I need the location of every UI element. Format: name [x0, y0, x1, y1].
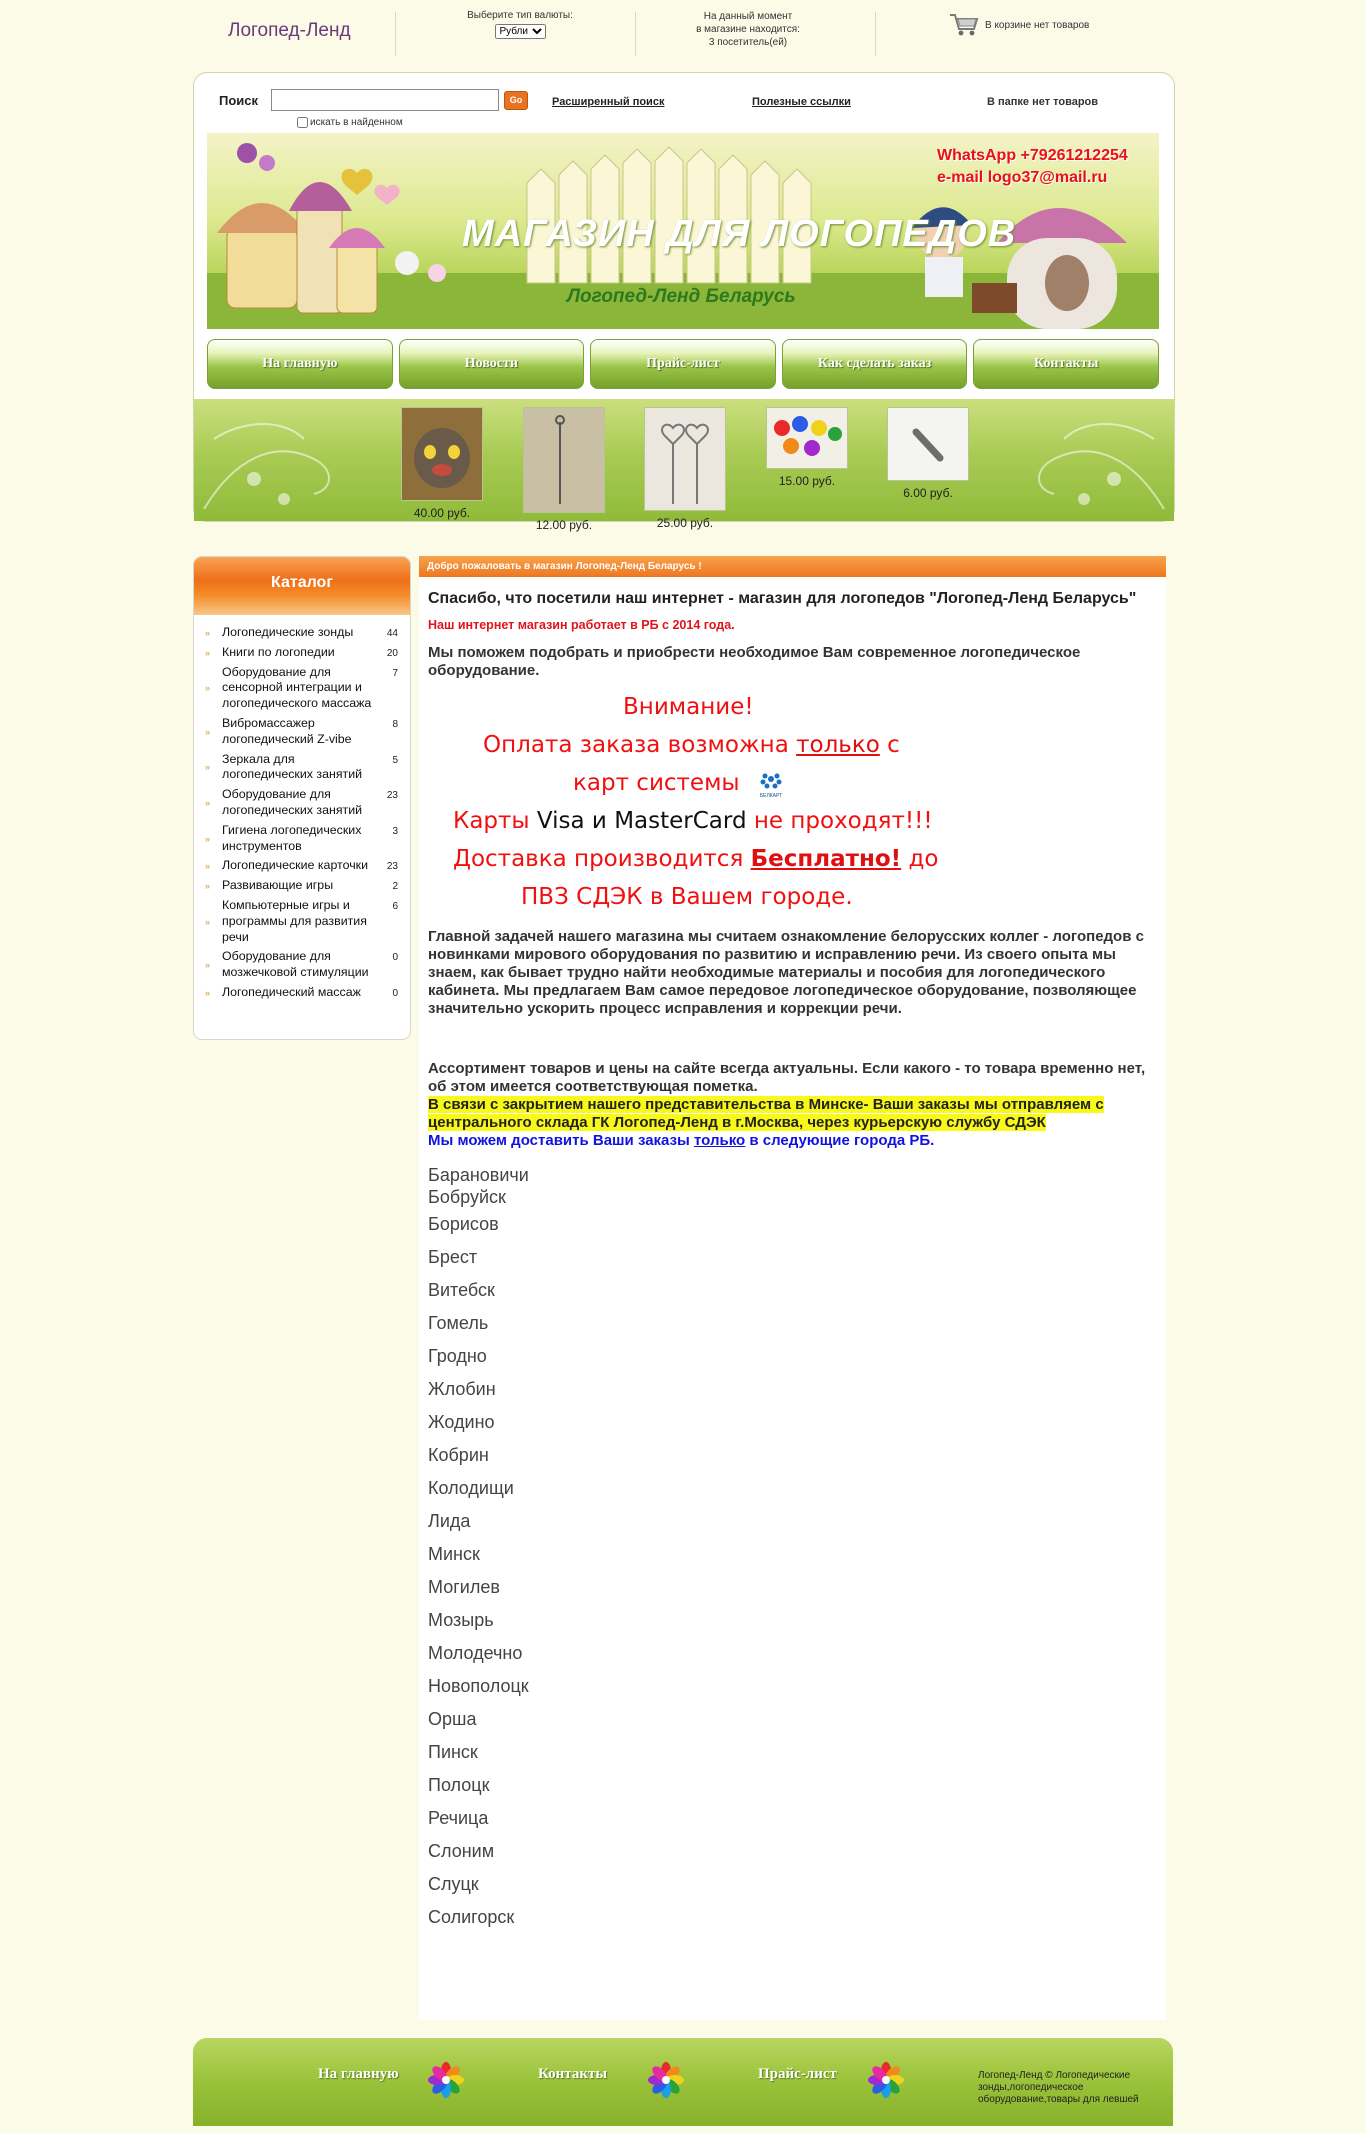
city-list	[428, 1164, 1157, 1934]
notice-emphasis: Бесплатно!	[750, 846, 902, 872]
welcome-bar: Добро пожаловать в магазин Логопед-Ленд Беларусь !	[419, 556, 1166, 577]
belkart-logo-icon	[755, 769, 787, 799]
currency-select[interactable]	[495, 24, 546, 39]
double-chevron-icon: »	[205, 916, 211, 927]
city-item: Лида	[428, 1511, 471, 1531]
catalog-item-label[interactable]: Оборудование для сенсорной интеграции и логопедического массажа	[222, 664, 372, 711]
help-text: Мы поможем подобрать и приобрести необходимое Вам современное логопедическое оборудование.	[428, 644, 1081, 679]
city-item: Слуцк	[428, 1874, 479, 1894]
product-card[interactable]	[519, 407, 609, 532]
advanced-search-link[interactable]: Расширенный поиск	[552, 96, 665, 108]
nav-how-to-order[interactable]: Как сделать заказ	[782, 339, 968, 389]
search-in-found-checkbox[interactable]	[297, 117, 308, 128]
catalog-item-label[interactable]: Книги по логопедии	[222, 644, 335, 659]
search-in-found-label: искать в найденном	[310, 117, 403, 128]
search-input[interactable]	[271, 89, 499, 111]
delivery-emphasis: только	[694, 1132, 746, 1149]
currency-label: Выберите тип валюты:	[467, 10, 573, 21]
product-card[interactable]	[883, 407, 973, 500]
double-chevron-icon: »	[205, 762, 211, 773]
double-chevron-icon: »	[205, 647, 211, 658]
product-card[interactable]	[762, 407, 852, 488]
toy-dog-image[interactable]	[401, 407, 483, 501]
product-card[interactable]	[397, 407, 487, 520]
catalog-item[interactable]	[194, 714, 410, 750]
folder-status: В папке нет товаров	[987, 96, 1099, 108]
divider	[875, 12, 876, 56]
city-item: Солигорск	[428, 1907, 515, 1927]
heart-probes-image[interactable]	[644, 407, 726, 511]
double-chevron-icon: »	[205, 833, 211, 844]
notice-text: Visa	[536, 808, 585, 834]
city-item: Кобрин	[428, 1445, 489, 1465]
catalog-item-count: 20	[386, 647, 398, 659]
catalog-item[interactable]	[194, 947, 410, 983]
catalog-item-label[interactable]: Зеркала для логопедических занятий	[222, 751, 363, 782]
cart-summary[interactable]	[949, 12, 1089, 38]
catalog-sidebar	[193, 556, 411, 1040]
nav-home[interactable]: На главную	[207, 339, 393, 389]
flower-icon	[426, 2060, 466, 2100]
notice-text: и	[584, 808, 615, 834]
catalog-item-count: 2	[392, 881, 398, 893]
notice-text: с	[879, 732, 900, 758]
catalog-item-label[interactable]: Компьютерные игры и программы для развития речи	[222, 897, 367, 944]
catalog-item-label[interactable]: Оборудование для логопедических занятий	[222, 787, 363, 817]
search-label: Поиск	[219, 93, 259, 108]
minsk-notice: В связи с закрытием нашего представительства в Минске- Ваши заказы мы отправляем с центрального склада ГК Логопед-Ленд в г.Москва, через курьерскую службу СДЭК	[428, 1096, 1104, 1131]
catalog-item[interactable]	[194, 750, 410, 786]
currency-selector	[445, 10, 595, 39]
delivery-text-part: Мы можем доставить Ваши заказы	[428, 1132, 695, 1149]
cart-text: В корзине нет товаров	[985, 19, 1090, 31]
city-item: Полоцк	[428, 1775, 490, 1795]
city-item: Колодищи	[428, 1478, 514, 1498]
contact-info	[937, 145, 1128, 189]
product-card[interactable]	[640, 407, 730, 530]
main-task-text: Главной задачей нашего магазина мы считаем ознакомление белорусских коллег - логопедов с новинками мирового оборудования по развитию и исправлению речи. Из своего опыта мы знаем, как бывает трудно найти необходимые материалы и пособия для логопедического кабинета. Мы предлагаем Вам самое передовое логопедическое оборудование, позволяющее значительно ускорить процесс исправления и коррекции речи.	[428, 928, 1144, 1017]
catalog-list	[194, 615, 410, 1003]
divider	[395, 12, 396, 56]
flower-icon	[866, 2060, 906, 2100]
flower-icon	[646, 2060, 686, 2100]
notice-text: карт системы	[573, 770, 740, 796]
city-item: Жодино	[428, 1412, 495, 1432]
colored-toys-image[interactable]	[766, 407, 848, 469]
header-banner	[207, 133, 1159, 329]
product-price: 25.00 руб.	[656, 516, 714, 530]
double-chevron-icon: »	[205, 881, 211, 892]
notice-text: ПВЗ СДЭК в Вашем городе.	[521, 884, 853, 910]
header-frame	[193, 72, 1175, 532]
search-in-found-option[interactable]	[297, 117, 403, 128]
divider	[635, 12, 636, 56]
product-strip	[194, 399, 1174, 532]
catalog-item-label[interactable]: Развивающие игры	[222, 878, 334, 893]
notice-line	[428, 726, 1157, 764]
catalog-item[interactable]	[194, 896, 410, 947]
notice-text: MasterCard	[614, 808, 747, 834]
catalog-item-label[interactable]: Логопедический массаж	[222, 984, 361, 999]
notice-text: Оплата заказа возможна	[483, 732, 797, 758]
city-item: Барановичи	[428, 1165, 529, 1185]
banner-subtitle: Логопед-Ленд Беларусь	[567, 286, 796, 307]
catalog-item-count: 3	[392, 825, 398, 837]
footer-link-contacts[interactable]: Контакты	[538, 2066, 608, 2082]
search-go-button[interactable]: Go	[504, 91, 528, 110]
double-chevron-icon: »	[205, 726, 211, 737]
probe-image[interactable]	[523, 407, 605, 513]
catalog-item-label[interactable]: Логопедические карточки	[222, 858, 369, 873]
notice-line	[428, 840, 1157, 878]
catalog-item-label[interactable]: Вибромассажер логопедический Z-vibe	[222, 715, 352, 746]
city-item: Молодечно	[428, 1643, 523, 1663]
swirl-ornament	[194, 399, 374, 521]
city-item: Слоним	[428, 1841, 495, 1861]
city-item: Брест	[428, 1247, 478, 1267]
catalog-item-count: 23	[386, 861, 398, 873]
online-visitors	[673, 10, 823, 49]
catalog-item-label[interactable]: Логопедические зонды	[222, 625, 354, 639]
shopping-cart-icon	[949, 12, 979, 38]
catalog-item[interactable]	[194, 821, 410, 857]
site-logo[interactable]: Логопед-Ленд	[228, 20, 351, 41]
useful-links-link[interactable]: Полезные ссылки	[752, 96, 851, 108]
notice-text: до	[901, 846, 939, 872]
notice-emphasis: только	[796, 732, 880, 758]
notice-attention: Внимание!	[623, 694, 754, 720]
since-note: Наш интернет магазин работает в РБ с 2014 года.	[428, 618, 735, 632]
city-item: Новополоцк	[428, 1676, 529, 1696]
belkart-label: БЕЛКАРТ	[759, 792, 783, 799]
double-chevron-icon: »	[205, 683, 211, 694]
product-price: 40.00 руб.	[413, 506, 471, 520]
search-bar	[219, 81, 1159, 128]
double-chevron-icon: »	[205, 987, 211, 998]
footer-link-home[interactable]: На главную	[318, 2066, 399, 2082]
city-item: Борисов	[428, 1214, 499, 1234]
main-nav	[207, 339, 1159, 389]
catalog-item[interactable]	[194, 663, 410, 714]
delivery-text-part: в следующие города РБ.	[745, 1132, 935, 1149]
notice-line	[428, 764, 1157, 802]
catalog-item[interactable]	[194, 623, 410, 643]
swirl-ornament	[994, 399, 1174, 521]
city-item: Минск	[428, 1544, 480, 1564]
delivery-text	[428, 1132, 1157, 1150]
product-price: 12.00 руб.	[535, 518, 593, 532]
notice-text: Карты	[453, 808, 537, 834]
city-item: Жлобин	[428, 1379, 496, 1399]
product-price: 6.00 руб.	[903, 486, 953, 500]
product-price: 15.00 руб.	[778, 474, 836, 488]
whatsapp-number: WhatsApp +79261212254	[937, 147, 1128, 164]
contact-email: e-mail logo37@mail.ru	[937, 169, 1108, 186]
city-item: Мозырь	[428, 1610, 494, 1630]
double-chevron-icon: »	[205, 797, 211, 808]
city-item: Бобруйск	[428, 1187, 506, 1207]
city-item: Пинск	[428, 1742, 478, 1762]
catalog-item-count: 5	[392, 754, 398, 766]
online-line-1: На данный момент	[703, 11, 793, 22]
notice-text: не проходят!!!	[746, 808, 933, 834]
notice-line	[428, 802, 1157, 840]
city-item: Витебск	[428, 1280, 495, 1300]
city-item: Орша	[428, 1709, 477, 1729]
nav-contacts[interactable]: Контакты	[973, 339, 1159, 389]
notice-text: Доставка производится	[453, 846, 751, 872]
catalog-item-count: 44	[386, 628, 398, 639]
city-item: Могилев	[428, 1577, 500, 1597]
footer-copyright: Логопед-Ленд © Логопедические зонды,логопедическое оборудование,товары для левшей	[978, 2070, 1139, 2105]
double-chevron-icon: »	[205, 861, 211, 872]
catalog-item[interactable]	[194, 785, 410, 821]
payment-notice	[428, 688, 1157, 916]
nav-price-list[interactable]: Прайс-лист	[590, 339, 776, 389]
page-heading: Спасибо, что посетили наш интернет - магазин для логопедов "Логопед-Ленд Беларусь"	[428, 590, 1137, 607]
catalog-item-count: 6	[392, 900, 398, 912]
footer	[193, 2038, 1173, 2126]
city-item: Гродно	[428, 1346, 487, 1366]
city-item: Речица	[428, 1808, 489, 1828]
city-item: Гомель	[428, 1313, 489, 1333]
tube-image[interactable]	[887, 407, 969, 481]
main-content	[419, 556, 1166, 2020]
catalog-item-count: 0	[392, 987, 398, 999]
catalog-item-label[interactable]: Оборудование для мозжечковой стимуляции	[222, 949, 369, 980]
online-line-2: в магазине находится:	[696, 24, 800, 35]
catalog-item-count: 23	[386, 790, 398, 802]
double-chevron-icon: »	[205, 960, 211, 971]
catalog-title: Каталог	[194, 557, 410, 615]
assortment-text: Ассортимент товаров и цены на сайте всегда актуальны. Если какого - то товара временно нет, об этом имеется соответствующая пометка.	[428, 1060, 1146, 1095]
nav-news[interactable]: Новости	[399, 339, 585, 389]
catalog-item[interactable]	[194, 876, 410, 896]
footer-link-price-list[interactable]: Прайс-лист	[758, 2066, 837, 2082]
catalog-item[interactable]	[194, 983, 410, 1003]
catalog-item-count: 8	[392, 718, 398, 730]
catalog-item-count: 7	[392, 667, 398, 679]
catalog-item-count: 0	[392, 952, 398, 964]
double-chevron-icon: »	[205, 627, 211, 638]
notice-line	[428, 688, 1157, 726]
top-bar	[193, 0, 1173, 64]
banner-title: МАГАЗИН ДЛЯ ЛОГОПЕДОВ	[462, 213, 1017, 255]
online-line-3: 3 посетитель(ей)	[708, 37, 788, 48]
notice-line	[428, 878, 1157, 916]
catalog-item-label[interactable]: Гигиена логопедических инструментов	[222, 822, 362, 853]
catalog-item[interactable]	[194, 856, 410, 876]
catalog-item[interactable]	[194, 643, 410, 663]
